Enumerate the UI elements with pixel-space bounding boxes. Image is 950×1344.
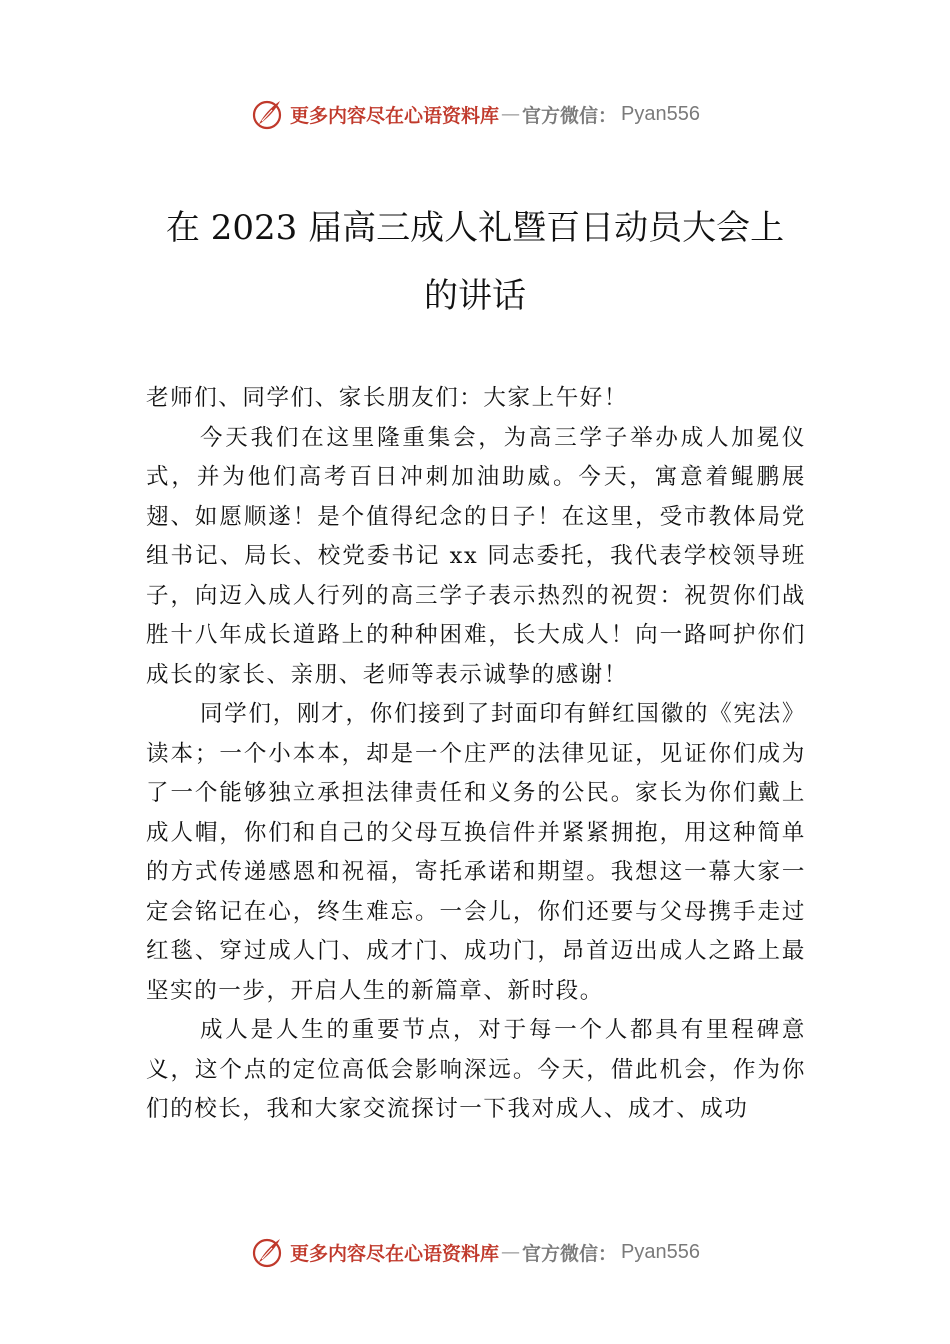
- paragraph: 今天我们在这里隆重集会，为高三学子举办成人加冕仪式，并为他们高考百日冲刺加油助威。今天，寓意着鲲鹏展翅、如愿顺遂！是个值得纪念的日子！在这里，受市教体局党组书记、局长、校党委书记 xx 同志委托，我代表学校领导班子，向迈入成人行列的高三学子表示热烈的祝贺：祝贺你们战胜十八年成长道路上的种种困难，长大成人！向一路呵护你们成长的家长、亲朋、老师等表示诚挚的感谢！: [146, 424, 806, 688]
- salutation: 老师们、同学们、家长朋友们：大家上午好！: [146, 385, 629, 411]
- footer-banner: [0, 1232, 950, 1272]
- header-banner: [0, 94, 950, 134]
- banner-separator: —: [501, 1241, 521, 1263]
- banner-separator: —: [501, 103, 521, 125]
- paragraph: 同学们，刚才，你们接到了封面印有鲜红国徽的《宪法》读本；一个小本本，却是一个庄严的法律见证，见证你们成为了一个能够独立承担法律责任和义务的公民。家长为你们戴上成人帽，你们和自己的父母互换信件并紧紧拥抱，用这种简单的方式传递感恩和祝福，寄托承诺和期望。我想这一幕大家一定会铭记在心，终生难忘。一会儿，你们还要与父母携手走过红毯、穿过成人门、成才门、成功门，昂首迈出成人之路上最坚实的一步，开启人生的新篇章、新时段。: [146, 701, 806, 1004]
- banner-wechat-id: Pyan556: [621, 102, 700, 125]
- banner-main-text: 更多内容尽在心语资料库: [290, 1242, 500, 1265]
- banner-label: 官方微信：: [522, 104, 618, 127]
- quill-logo-icon: [250, 1235, 284, 1269]
- document-title-line2: 的讲话: [424, 276, 526, 316]
- document-body: [146, 379, 806, 1130]
- quill-logo-icon: [250, 97, 284, 131]
- document-title-line1: 在 2023 届高三成人礼暨百日动员大会上: [165, 208, 785, 248]
- banner-label: 官方微信：: [522, 1242, 618, 1265]
- banner-main-text: 更多内容尽在心语资料库: [290, 104, 500, 127]
- paragraph: 成人是人生的重要节点，对于每一个人都具有里程碑意义，这个点的定位高低会影响深远。今天，借此机会，作为你们的校长，我和大家交流探讨一下我对成人、成才、成功: [146, 1017, 806, 1122]
- banner-wechat-id: Pyan556: [621, 1240, 700, 1263]
